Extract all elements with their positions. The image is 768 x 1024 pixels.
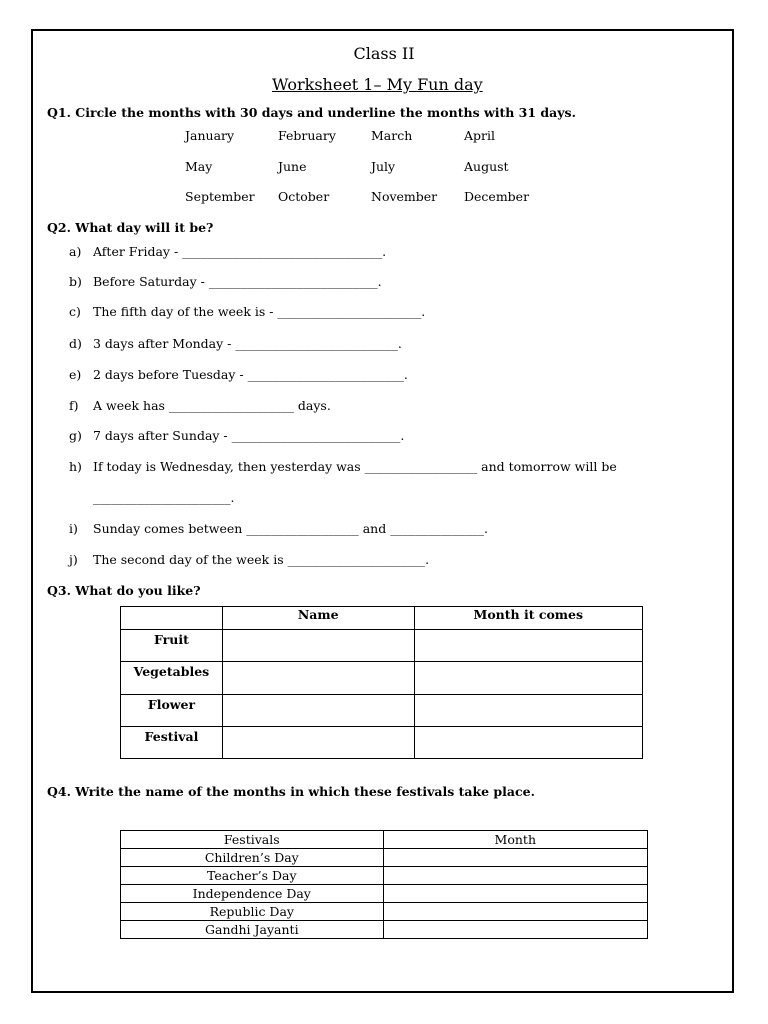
festival-name: Teacher’s Day <box>121 867 384 885</box>
q4-prompt: Q4. Write the name of the months in which these festivals take place. <box>47 784 535 799</box>
item-letter: f) <box>69 398 79 413</box>
column-header: Festivals <box>121 831 384 849</box>
festival-name: Children’s Day <box>121 849 384 867</box>
item-letter: i) <box>69 521 78 536</box>
row-label: Festival <box>121 727 223 759</box>
answer-cell[interactable] <box>414 630 643 662</box>
worksheet-title: Worksheet 1– My Fun day <box>272 75 483 94</box>
answer-cell[interactable] <box>222 695 414 727</box>
q2-item-text: A week has ____________________ days. <box>93 398 331 413</box>
item-letter: a) <box>69 244 82 259</box>
answer-cell[interactable] <box>383 885 647 903</box>
festival-name: Independence Day <box>121 885 384 903</box>
item-letter: d) <box>69 336 82 351</box>
table-row <box>121 695 643 727</box>
column-header <box>121 607 223 630</box>
likes-table <box>120 606 643 759</box>
month-item: May <box>185 159 213 174</box>
item-letter: e) <box>69 367 82 382</box>
answer-cell[interactable] <box>222 727 414 759</box>
answer-cell[interactable] <box>222 662 414 695</box>
q3-prompt: Q3. What do you like? <box>47 583 201 598</box>
row-label: Fruit <box>121 630 223 662</box>
table-row <box>121 867 648 885</box>
answer-cell[interactable] <box>383 903 647 921</box>
festivals-table <box>120 830 648 939</box>
column-header: Month <box>383 831 647 849</box>
q2-item-continuation: ______________________. <box>93 490 235 505</box>
q2-prompt: Q2. What day will it be? <box>47 220 214 235</box>
month-item: March <box>371 128 413 143</box>
answer-cell[interactable] <box>383 921 647 939</box>
answer-cell[interactable] <box>414 727 643 759</box>
q2-item-text: Sunday comes between __________________ and _______________. <box>93 521 488 536</box>
answer-cell[interactable] <box>222 630 414 662</box>
column-header: Name <box>222 607 414 630</box>
month-item: December <box>464 189 530 204</box>
class-heading: Class II <box>353 44 415 63</box>
item-letter: b) <box>69 274 82 289</box>
row-label: Vegetables <box>121 662 223 695</box>
festival-name: Republic Day <box>121 903 384 921</box>
month-item: February <box>278 128 336 143</box>
q2-item-text: 7 days after Sunday - ___________________________. <box>93 428 405 443</box>
month-item: July <box>371 159 396 174</box>
answer-cell[interactable] <box>383 867 647 885</box>
month-item: August <box>464 159 509 174</box>
month-item: April <box>464 128 495 143</box>
month-item: October <box>278 189 330 204</box>
q2-item-text: After Friday - ________________________________. <box>93 244 387 259</box>
q2-item-text: The fifth day of the week is - _______________________. <box>93 304 426 319</box>
month-item: September <box>185 189 255 204</box>
item-letter: g) <box>69 428 82 443</box>
q1-prompt: Q1. Circle the months with 30 days and underline the months with 31 days. <box>47 105 576 120</box>
item-letter: h) <box>69 459 82 474</box>
month-item: November <box>371 189 438 204</box>
q2-item-text: Before Saturday - ___________________________. <box>93 274 382 289</box>
festival-name: Gandhi Jayanti <box>121 921 384 939</box>
table-row <box>121 849 648 867</box>
q2-item-text: The second day of the week is ______________________. <box>93 552 430 567</box>
q2-item-text: If today is Wednesday, then yesterday was __________________ and tomorrow will be <box>93 459 617 474</box>
row-label: Flower <box>121 695 223 727</box>
table-header-row <box>121 607 643 630</box>
item-letter: j) <box>69 552 78 567</box>
table-row <box>121 727 643 759</box>
answer-cell[interactable] <box>414 695 643 727</box>
table-row <box>121 630 643 662</box>
table-row <box>121 662 643 695</box>
table-row <box>121 921 648 939</box>
answer-cell[interactable] <box>414 662 643 695</box>
q2-item-text: 3 days after Monday - __________________________. <box>93 336 402 351</box>
month-item: January <box>185 128 235 143</box>
q2-item-text: 2 days before Tuesday - _________________________. <box>93 367 408 382</box>
table-row <box>121 903 648 921</box>
item-letter: c) <box>69 304 81 319</box>
column-header: Month it comes <box>414 607 643 630</box>
month-item: June <box>278 159 307 174</box>
table-row <box>121 885 648 903</box>
table-header-row <box>121 831 648 849</box>
answer-cell[interactable] <box>383 849 647 867</box>
